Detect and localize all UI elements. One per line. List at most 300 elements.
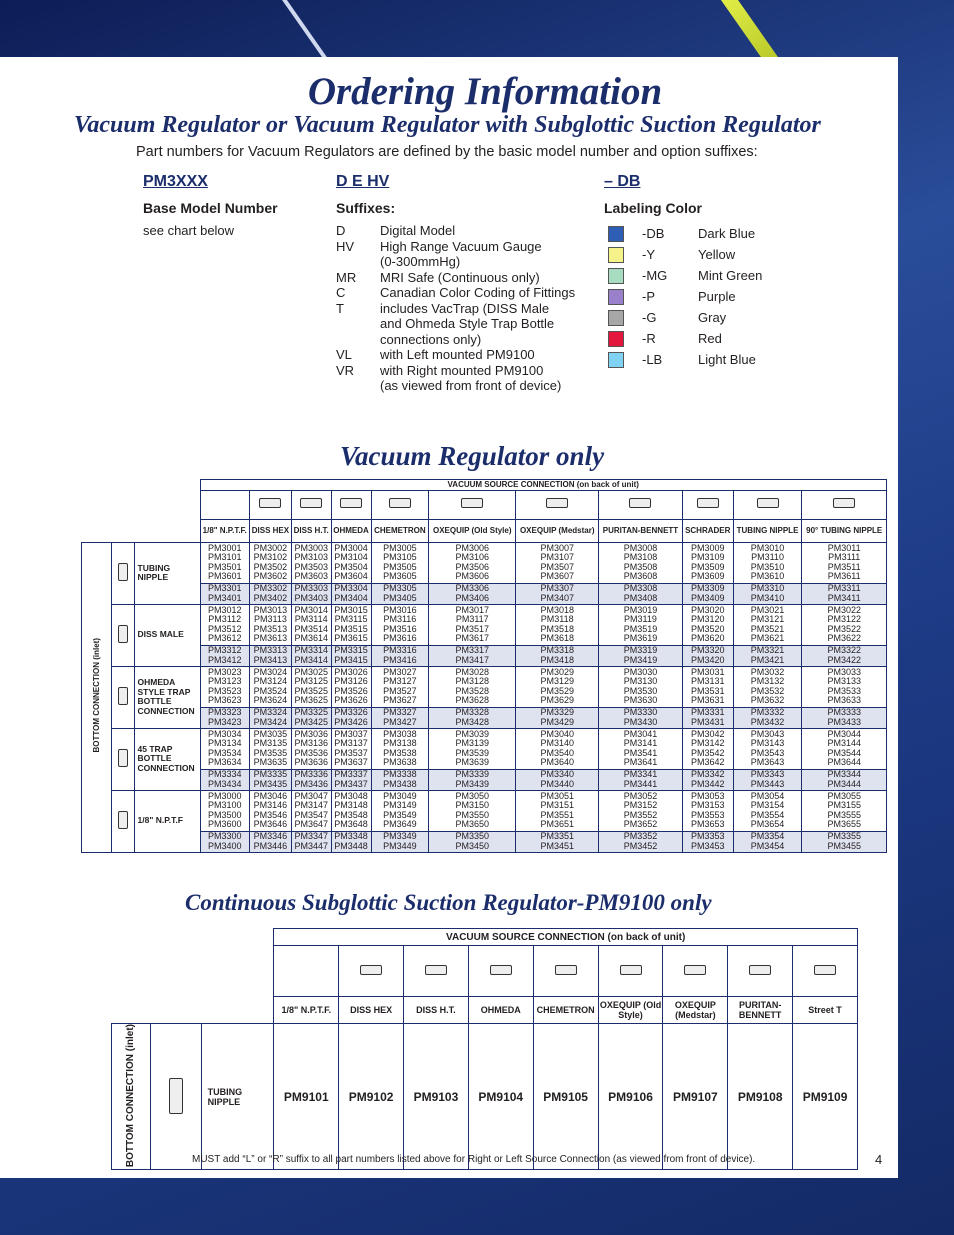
- part-number: PM3315: [334, 645, 368, 655]
- part-number: PM3631: [690, 695, 725, 705]
- part-number: PM3519: [623, 623, 658, 634]
- color-swatch: [608, 247, 624, 263]
- sg-part-cell: PM9107: [663, 1024, 728, 1170]
- part-number: PM3103: [294, 552, 328, 562]
- part-number: PM3637: [334, 757, 368, 767]
- part-number: PM3451: [540, 840, 574, 851]
- part-number: PM3435: [253, 778, 288, 789]
- part-number: PM3001: [207, 542, 242, 553]
- part-number: PM3007: [540, 542, 574, 553]
- fitting-icon: [684, 965, 706, 975]
- part-number: PM3347: [294, 831, 328, 841]
- part-number: PM3603: [294, 571, 328, 581]
- part-cell: [682, 666, 733, 707]
- fitting-icon: [340, 498, 362, 508]
- row-label: TUBING NIPPLE: [134, 542, 200, 604]
- part-number: PM3546: [253, 809, 288, 820]
- part-number: PM3024: [253, 666, 288, 677]
- part-number: PM3411: [827, 592, 861, 603]
- part-number: PM3442: [690, 778, 725, 789]
- part-cell-band: [200, 831, 249, 852]
- part-number: PM3412: [207, 654, 242, 665]
- part-number: PM3549: [383, 809, 417, 820]
- part-number: PM3554: [750, 809, 785, 820]
- part-number: PM3004: [334, 542, 368, 553]
- part-cell: [429, 790, 516, 831]
- vr-row: [82, 666, 887, 707]
- part-number: PM3439: [455, 778, 490, 789]
- part-number: PM3132: [750, 676, 785, 686]
- part-cell-band: [682, 645, 733, 666]
- row-icon-cell: [150, 1024, 201, 1170]
- vr-col-header: DISS H.T.: [291, 519, 331, 542]
- model-text: see chart below: [143, 223, 235, 238]
- part-number: PM3327: [383, 707, 417, 717]
- part-cell: [429, 728, 516, 769]
- part-number: PM3613: [253, 633, 288, 643]
- part-number: PM3147: [294, 800, 328, 810]
- part-number: PM3419: [623, 654, 658, 665]
- part-number: PM3425: [294, 716, 328, 727]
- part-cell: [200, 790, 249, 831]
- part-number: PM3508: [623, 561, 658, 572]
- part-number: PM3313: [253, 645, 288, 655]
- part-number: PM3031: [690, 666, 725, 677]
- part-number: PM3513: [253, 623, 288, 634]
- part-number: PM3431: [690, 716, 725, 727]
- part-cell: [291, 542, 331, 583]
- part-number: PM3346: [253, 831, 288, 841]
- sg-icon-cell: [339, 946, 404, 997]
- part-number: PM3501: [207, 561, 242, 572]
- part-cell-band: [331, 645, 371, 666]
- part-cell: [291, 666, 331, 707]
- part-number: PM3054: [750, 790, 785, 801]
- part-number: PM3134: [207, 738, 242, 748]
- suffix-code: [336, 254, 380, 270]
- row-label: DISS MALE: [134, 604, 200, 666]
- part-cell-band: [249, 831, 291, 852]
- suffix-row: [336, 332, 590, 348]
- part-number: PM3543: [750, 747, 785, 758]
- color-name: Mint Green: [698, 268, 763, 283]
- row-icon-cell: [111, 542, 134, 604]
- fitting-icon: [629, 498, 651, 508]
- part-number: PM3505: [383, 561, 417, 572]
- part-number: PM3526: [334, 685, 368, 696]
- fitting-icon: [118, 811, 128, 829]
- part-number: PM3511: [827, 561, 861, 572]
- part-cell-band: [291, 707, 331, 728]
- part-number: PM3328: [455, 707, 490, 717]
- part-cell: [371, 542, 429, 583]
- page-number: 4: [875, 1152, 883, 1167]
- part-number: PM3104: [334, 552, 368, 562]
- part-number: PM3502: [253, 561, 288, 572]
- part-number: PM3455: [827, 840, 861, 851]
- part-number: PM3012: [207, 604, 242, 615]
- part-number: PM3620: [690, 633, 725, 643]
- vr-col-icon-cell: [371, 490, 429, 519]
- part-cell-band: [802, 583, 887, 604]
- part-number: PM3109: [690, 552, 725, 562]
- color-swatch: [608, 352, 624, 368]
- suffix-code: [336, 378, 380, 394]
- color-row: [608, 223, 762, 244]
- part-number: PM3023: [207, 666, 242, 677]
- part-number: PM3629: [540, 695, 574, 705]
- part-number: PM3634: [207, 757, 242, 767]
- fitting-icon: [490, 965, 512, 975]
- part-number: PM3331: [690, 707, 725, 717]
- suffix-desc: (as viewed from front of device): [380, 378, 562, 393]
- part-number: PM3118: [540, 614, 574, 624]
- part-cell: [516, 542, 599, 583]
- sg-icon-cell: [793, 946, 858, 997]
- fitting-icon: [118, 563, 128, 581]
- suffix-row: [336, 347, 590, 363]
- row-label: OHMEDA STYLE TRAP BOTTLE CONNECTION: [134, 666, 200, 728]
- part-number: PM3050: [455, 790, 490, 801]
- part-number: PM3018: [540, 604, 574, 615]
- part-number: PM3334: [207, 769, 242, 779]
- part-cell-band: [682, 583, 733, 604]
- suffix-desc: includes VacTrap (DISS Male: [380, 300, 550, 316]
- part-number: PM3025: [294, 666, 328, 677]
- side-label: [112, 1024, 151, 1170]
- suffix-head: D E HV: [336, 173, 390, 190]
- part-number: PM3113: [254, 614, 287, 624]
- part-number: PM3432: [750, 716, 785, 727]
- suffix-row: [336, 254, 590, 270]
- part-number: PM3342: [690, 769, 725, 779]
- part-number: PM3610: [750, 571, 785, 581]
- part-cell: [429, 666, 516, 707]
- vr-col-header: OXEQUIP (Medstar): [516, 519, 599, 542]
- vr-col-header: DISS HEX: [249, 519, 291, 542]
- part-cell-band: [733, 831, 802, 852]
- part-number: PM3626: [334, 695, 368, 705]
- part-number: PM3619: [623, 633, 658, 643]
- part-number: PM3141: [623, 738, 658, 748]
- row-icon-cell: [111, 728, 134, 790]
- suffix-desc: and Ohmeda Style Trap Bottle: [380, 316, 555, 331]
- vr-header-row: [82, 519, 887, 542]
- part-number: PM3148: [334, 800, 368, 810]
- part-number: PM3527: [383, 685, 417, 696]
- suffix-row: [336, 239, 590, 255]
- part-number: PM3330: [623, 707, 658, 717]
- part-number: PM3312: [207, 645, 242, 655]
- fitting-icon: [300, 498, 322, 508]
- part-cell: [599, 790, 683, 831]
- part-cell: [599, 542, 683, 583]
- part-number: PM3143: [750, 738, 785, 748]
- part-number: PM3641: [623, 757, 658, 767]
- color-code: -LB: [642, 352, 663, 367]
- part-number: PM3005: [383, 542, 417, 553]
- part-number: PM3124: [253, 676, 288, 686]
- part-number: PM3427: [383, 716, 417, 727]
- part-number: PM3340: [540, 769, 574, 779]
- page-title: Ordering Information: [307, 70, 663, 113]
- part-number: PM3524: [253, 685, 288, 696]
- part-number: PM3407: [540, 592, 574, 603]
- part-cell-band: [429, 645, 516, 666]
- part-number: PM3551: [540, 809, 574, 820]
- part-number: PM3404: [334, 592, 368, 603]
- sg-col-header: DISS HEX: [339, 997, 404, 1024]
- part-number: PM3044: [827, 728, 861, 739]
- part-number: PM3048: [334, 790, 368, 801]
- color-swatch: [608, 289, 624, 305]
- part-cell: [682, 790, 733, 831]
- fitting-icon: [555, 965, 577, 975]
- part-number: PM3600: [207, 819, 242, 829]
- fitting-icon: [259, 498, 281, 508]
- part-cell-band: [802, 769, 887, 790]
- part-number: PM3323: [207, 707, 242, 717]
- part-number: PM3324: [253, 707, 288, 717]
- vr-row: [82, 604, 887, 645]
- part-number: PM3601: [207, 571, 242, 581]
- part-number: PM3529: [540, 685, 574, 696]
- color-row: [608, 286, 762, 307]
- part-number: PM3646: [253, 819, 288, 829]
- suffix-desc: High Range Vacuum Gauge: [380, 238, 542, 254]
- part-cell-band: [291, 831, 331, 852]
- part-cell: [249, 542, 291, 583]
- part-number: PM3636: [294, 757, 328, 767]
- part-number: PM3553: [690, 809, 725, 820]
- vr-row-band: [82, 583, 887, 604]
- row-icon-cell: [111, 666, 134, 728]
- part-number: PM3027: [383, 666, 417, 677]
- vr-col-icon-cell: [249, 490, 291, 519]
- part-number: PM3101: [207, 552, 242, 562]
- part-cell: [516, 666, 599, 707]
- part-number: PM3322: [827, 645, 861, 655]
- part-cell-band: [599, 645, 683, 666]
- part-number: PM3429: [540, 716, 574, 727]
- part-cell: [733, 542, 802, 583]
- blank: [112, 929, 274, 1024]
- blank: [82, 480, 201, 491]
- part-number: PM3137: [334, 738, 368, 748]
- part-number: PM3142: [690, 738, 725, 748]
- part-number: PM3621: [750, 633, 785, 643]
- sg-col-header: CHEMETRON: [533, 997, 598, 1024]
- sg-col-header: Street T: [793, 997, 858, 1024]
- part-cell: [682, 728, 733, 769]
- part-number: PM3136: [294, 738, 328, 748]
- part-cell-band: [802, 831, 887, 852]
- color-name: Gray: [698, 310, 727, 325]
- part-number: PM3655: [827, 819, 861, 829]
- part-number: PM3138: [383, 738, 417, 748]
- part-number: PM3114: [294, 614, 328, 624]
- part-number: PM3454: [750, 840, 785, 851]
- part-number: PM3105: [383, 552, 417, 562]
- part-cell-band: [331, 707, 371, 728]
- part-cell: [371, 790, 429, 831]
- suffix-row: [336, 285, 590, 301]
- color-swatch: [608, 268, 624, 284]
- part-cell-band: [371, 769, 429, 790]
- part-number: PM3627: [383, 695, 417, 705]
- part-number: PM3530: [623, 685, 658, 696]
- part-number: PM3302: [253, 583, 288, 593]
- part-cell-band: [331, 769, 371, 790]
- color-label: Labeling Color: [604, 200, 702, 216]
- part-number: PM3349: [383, 831, 417, 841]
- part-number: PM3020: [690, 604, 725, 615]
- part-number: PM3632: [750, 695, 785, 705]
- sg-col-header: PURITAN-BENNETT: [728, 997, 793, 1024]
- part-number: PM3544: [827, 747, 861, 758]
- part-cell-band: [516, 583, 599, 604]
- part-cell: [733, 790, 802, 831]
- part-number: PM3055: [827, 790, 861, 801]
- part-cell-band: [371, 645, 429, 666]
- part-cell-band: [733, 769, 802, 790]
- vr-col-icon-cell: [429, 490, 516, 519]
- part-cell-band: [249, 645, 291, 666]
- part-number: PM3555: [827, 809, 861, 820]
- part-number: PM3418: [540, 654, 574, 665]
- part-number: PM3422: [827, 654, 861, 665]
- suffix-row: [336, 363, 590, 379]
- part-cell-band: [733, 707, 802, 728]
- part-cell: [429, 604, 516, 645]
- part-number: PM3316: [383, 645, 417, 655]
- sg-icon-cell: [404, 946, 469, 997]
- color-name: Yellow: [698, 247, 736, 262]
- part-cell: [733, 728, 802, 769]
- part-number: PM3625: [294, 695, 328, 705]
- part-number: PM3348: [334, 831, 368, 841]
- blank: [82, 490, 201, 519]
- part-number: PM3638: [383, 757, 417, 767]
- part-number: PM3046: [253, 790, 288, 801]
- part-number: PM3350: [455, 831, 490, 841]
- suffix-code: VL: [336, 347, 352, 362]
- part-cell: [802, 604, 887, 645]
- part-number: PM3155: [827, 800, 861, 810]
- part-number: PM3033: [827, 666, 861, 677]
- part-number: PM3447: [294, 840, 328, 851]
- part-number: PM3052: [623, 790, 658, 801]
- part-number: PM3017: [455, 604, 490, 615]
- part-number: PM3406: [455, 592, 490, 603]
- part-number: PM3319: [623, 645, 658, 655]
- part-number: PM3517: [455, 623, 490, 634]
- part-number: PM3416: [383, 654, 417, 665]
- part-number: PM3438: [383, 778, 417, 789]
- part-cell-band: [802, 645, 887, 666]
- color-list: [608, 223, 762, 370]
- color-row: [608, 244, 762, 265]
- part-number: PM3126: [334, 676, 368, 686]
- part-cell: [516, 604, 599, 645]
- part-cell-band: [429, 769, 516, 790]
- part-cell: [682, 542, 733, 583]
- part-number: PM3536: [294, 747, 328, 758]
- part-cell-band: [200, 645, 249, 666]
- part-number: PM3301: [207, 583, 242, 593]
- part-number: PM3009: [690, 542, 725, 553]
- suffix-code: [336, 316, 380, 332]
- part-number: PM3351: [540, 831, 574, 841]
- part-number: PM3441: [623, 778, 658, 789]
- part-cell-band: [733, 583, 802, 604]
- part-number: PM3011: [827, 542, 861, 553]
- part-number: PM3310: [750, 583, 785, 593]
- part-number: PM3522: [827, 623, 861, 634]
- part-number: PM3320: [690, 645, 725, 655]
- part-number: PM3354: [750, 831, 785, 841]
- part-cell-band: [599, 707, 683, 728]
- part-number: PM3122: [827, 614, 861, 624]
- vr-row-band: [82, 769, 887, 790]
- vr-col-header: PURITAN-BENNETT: [599, 519, 683, 542]
- part-number: PM3128: [455, 676, 490, 686]
- part-cell: [802, 542, 887, 583]
- part-cell-band: [429, 583, 516, 604]
- part-cell: [200, 728, 249, 769]
- sg-top-header: VACUUM SOURCE CONNECTION (on back of unit): [274, 929, 858, 946]
- part-number: PM3119: [624, 614, 657, 624]
- part-number: PM3015: [334, 604, 368, 615]
- part-number: PM3037: [334, 728, 368, 739]
- part-number: PM3135: [253, 738, 288, 748]
- part-number: PM3140: [540, 738, 574, 748]
- fitting-icon: [833, 498, 855, 508]
- suffix-desc: connections only): [380, 331, 482, 347]
- sg-col-header: OXEQUIP (Medstar): [663, 997, 728, 1024]
- vr-col-icon-cell: [291, 490, 331, 519]
- part-number: PM3010: [750, 542, 785, 553]
- part-number: PM3022: [827, 604, 861, 615]
- part-number: PM3133: [827, 676, 861, 686]
- part-number: PM3510: [750, 561, 785, 572]
- part-cell: [249, 728, 291, 769]
- part-number: PM3303: [294, 583, 328, 593]
- part-number: PM3036: [294, 728, 328, 739]
- part-number: PM3154: [750, 800, 785, 810]
- part-number: PM3049: [383, 790, 417, 801]
- part-cell: [291, 728, 331, 769]
- vr-col-icon-cell: [682, 490, 733, 519]
- part-number: PM3550: [455, 809, 490, 820]
- color-code: -MG: [642, 268, 668, 283]
- part-number: PM3426: [334, 716, 368, 727]
- part-number: PM3121: [750, 614, 785, 624]
- part-number: PM3043: [750, 728, 785, 739]
- part-cell: [200, 666, 249, 707]
- part-cell: [516, 728, 599, 769]
- part-number: PM3515: [334, 623, 368, 634]
- part-number: PM3540: [540, 747, 574, 758]
- suffix-code: T: [336, 300, 344, 316]
- part-number: PM3108: [623, 552, 658, 562]
- color-head: – DB: [604, 173, 641, 190]
- part-number: PM3604: [334, 571, 368, 581]
- part-number: PM3053: [690, 790, 725, 801]
- part-cell: [291, 790, 331, 831]
- part-number: PM3006: [455, 542, 490, 553]
- part-number: PM3609: [690, 571, 725, 581]
